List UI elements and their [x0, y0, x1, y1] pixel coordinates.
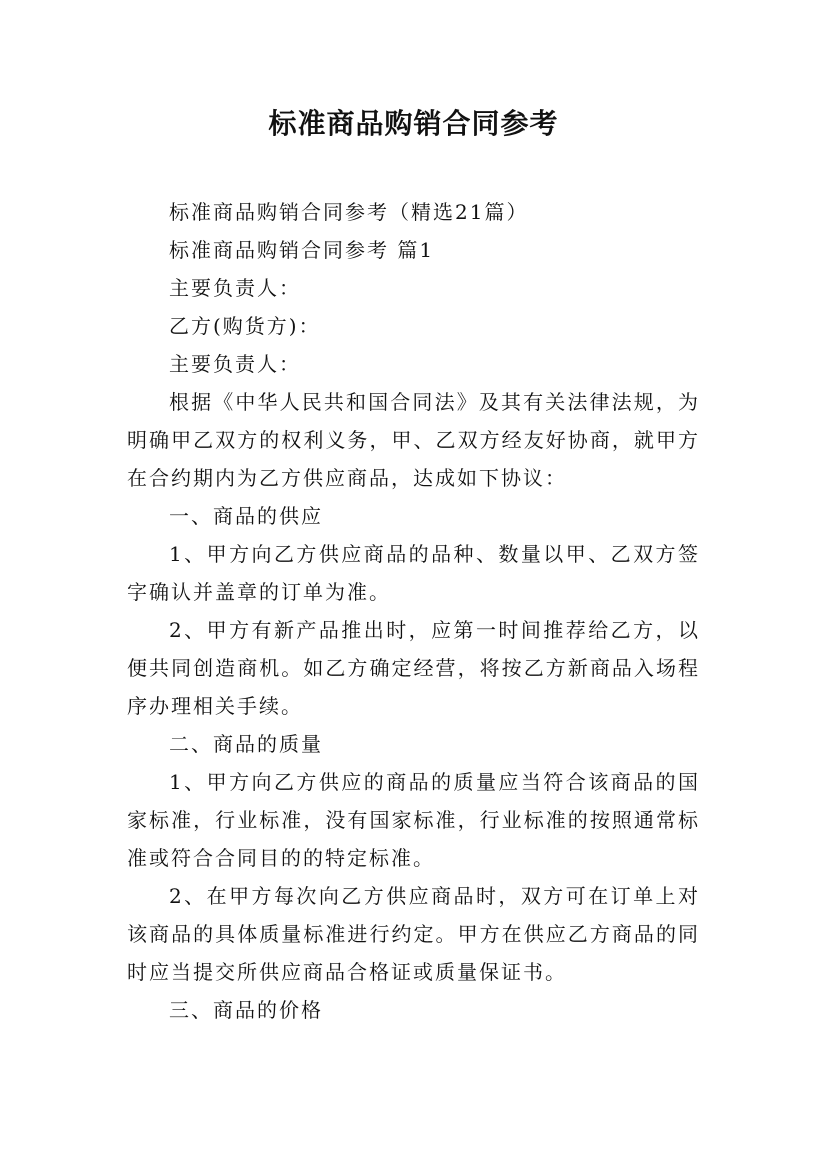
document-title: 标准商品购销合同参考 [268, 107, 559, 140]
document-body [127, 193, 700, 1029]
section-heading: 标准商品购销合同参考 篇1 [169, 238, 435, 262]
clause-paragraph: 2、甲方有新产品推出时，应第一时间推荐给乙方，以便共同创造商机。如乙方确定经营，将按乙方新商品入场程序办理相关手续。 [127, 618, 700, 718]
clause-heading: 三、商品的价格 [169, 998, 323, 1022]
party-a-contact-line: 主要负责人： [169, 276, 301, 300]
clause-paragraph: 2、在甲方每次向乙方供应商品时，双方可在订单上对该商品的具体质量标准进行约定。甲方在供应乙方商品的同时应当提交所供应商品合格证或质量保证书。 [127, 884, 700, 984]
clause-heading: 一、商品的供应 [169, 504, 323, 528]
subtitle-line: 标准商品购销合同参考（精选21篇） [169, 200, 529, 224]
clause-heading: 二、商品的质量 [169, 732, 323, 756]
party-b-contact-line: 主要负责人： [169, 352, 301, 376]
preamble-paragraph: 根据《中华人民共和国合同法》及其有关法律法规，为明确甲乙双方的权利义务，甲、乙双方经友好协商，就甲方在合约期内为乙方供应商品，达成如下协议： [127, 390, 700, 490]
party-b-line: 乙方(购货方)： [169, 314, 321, 338]
clause-paragraph: 1、甲方向乙方供应商品的品种、数量以甲、乙双方签字确认并盖章的订单为准。 [127, 542, 700, 604]
clause-paragraph: 1、甲方向乙方供应的商品的质量应当符合该商品的国家标准，行业标准，没有国家标准，行业标准的按照通常标准或符合合同目的的特定标准。 [127, 770, 700, 870]
